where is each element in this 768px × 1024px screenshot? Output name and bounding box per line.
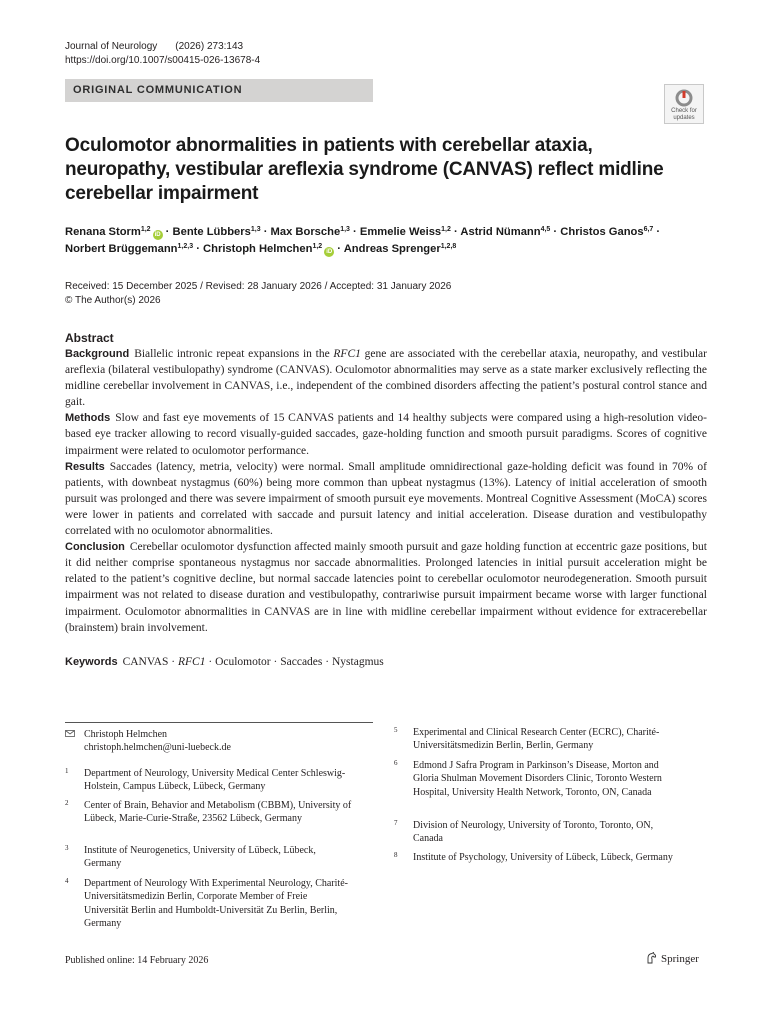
volume-citation: (2026) 273:143 [175,41,244,52]
affiliation-text: Edmond J Safra Program in Parkinson’s Disease, Morton and Gloria Shulman Movement Disorders Clinic, Toronto Western Hospital, University Health Network, Toronto, ON, Canada [413,760,662,798]
affiliation-number: 8 [394,851,398,859]
keyword: CANVAS [122,656,169,668]
affiliation-number: 4 [65,877,69,885]
abstract-results [65,459,707,539]
gene-name: RFC1 [333,348,361,360]
author-list: Renana Storm$^{1,2}$iD · Bente Lübbers$^{1,3}$ · Max Borsche$^{1,3}$ · Emmelie Weiss$^{1,2}$ · Astrid Nümann$^{4,5}$ · Christos Ganos$^{6,7}$ · Norbert Brüggemann$^{1,2,3}$ · Christoph Helmchen$^{1,2}$iD · Andreas Sprenger$^{1,2,8}$ [65,226,661,255]
affiliation-number: 6 [394,759,398,767]
author-affiliation-ref: 1,2,8 [440,243,457,250]
keyword: Nystagmus [331,656,384,668]
doi-link[interactable]: https://doi.org/10.1007/s00415-026-13678-4 [65,55,261,66]
affiliation-text: Department of Neurology, University Medical Center Schleswig-Holstein, Campus Lübeck, Lübeck, Germany [84,768,346,793]
check-for-updates-badge[interactable] [664,84,704,124]
publisher-name: Springer [661,953,699,965]
journal-name: Journal of Neurology [65,41,158,52]
article-type-bar [65,79,373,102]
corresponding-author [65,728,365,756]
author-name: Norbert Brüggemann [65,243,178,255]
affiliation-number: 5 [394,726,398,734]
orcid-icon[interactable]: iD [154,232,161,238]
keyword: Saccades [280,656,323,668]
envelope-icon [65,730,75,737]
article-title: Oculomotor abnormalities in patients with cerebellar ataxia, neuropathy, vestibular areflexia syndrome (CANVAS) reflect midline cerebellar impairment [65,135,664,204]
abstract-background [65,346,707,410]
article-type: ORIGINAL COMMUNICATION [73,84,243,96]
keywords: Keywords CANVAS · RFC1 · Oculomotor · Saccades · Nystagmus [65,656,384,668]
orcid-icon[interactable]: iD [326,249,333,255]
affiliation-number: 7 [394,819,398,827]
background-label: Background [65,348,130,360]
author-affiliation-ref: 1,3 [340,226,350,233]
author-name: Bente Lübbers [172,226,251,238]
author-affiliation-ref: 1,2 [312,243,323,250]
springer-horse-icon [646,952,657,964]
keyword: Oculomotor [215,656,271,668]
affiliation-text: Experimental and Clinical Research Center (ECRC), Charité-Universitätsmedizin Berlin, Berlin, Germany [413,727,660,752]
check-updates-icon [674,88,694,108]
conclusion-text: Cerebellar oculomotor dysfunction affected mainly smooth pursuit and gaze holding function at eccentric gaze positions, but it did neither comprise spontaneous nystagmus nor saccade abnormalities. Prolonged latencies in initial pursuit acceleration might be related to the patient’s cognitive decline, but normal saccade latencies point to cerebellar oculomotor neurodegeneration. Smooth pursuit impairment was not related to disease duration and vestibulopathy, contrariwise pursuit impairment became worse with larger functional impairment. Oculomotor abnormalities in CANVAS are in line with midline cerebellar impairment without evidence for extracerebellar (brainstem) brain involvement. [65,541,707,634]
author-affiliation-ref: 6,7 [643,226,654,233]
abstract-conclusion [65,539,707,636]
contact-email[interactable]: christoph.helmchen@uni-luebeck.de [84,742,231,754]
author-name: Christoph Helmchen [203,243,313,255]
keyword: RFC1 [177,656,206,668]
methods-text: Slow and fast eye movements of 15 CANVAS patients and 14 healthy subjects were compared using a high-resolution video-based eye tracker allowing to record visually-guided saccades, gaze-holding function and smooth pursuit paradigms. Scores of cognitive impairment were related to oculomotor performance. [65,412,707,457]
affiliation-text: Institute of Psychology, University of Lübeck, Lübeck, Germany [413,852,673,863]
author-affiliation-ref: 4,5 [540,226,551,233]
results-text: Saccades (latency, metria, velocity) were normal. Small amplitude omnidirectional gaze-holding deficit was found in 70% of patients, with downbeat nystagmus (60%) being more common than upbeat nystagmus (13%). Latency of initial acceleration of smooth pursuit was prolonged and there was severe impairment of smooth pursuit eye movements. Montreal Cognitive Assessment (MoCA) scores were lower in patients and correlated with saccade and pursuit latency and initial acceleration. Disease duration and vestibulopathy correlated with no oculomotor abnormalities. [65,460,707,538]
published-online: Published online: 14 February 2026 [65,955,209,966]
keywords-label: Keywords [65,656,118,668]
author-name: Christos Ganos [560,226,644,238]
author-name: Andreas Sprenger [343,243,441,255]
abstract-body [65,346,707,636]
affiliation-number: 1 [65,767,69,775]
author-affiliation-ref: 1,2 [140,226,151,233]
check-updates-line2: updates [673,114,695,121]
results-label: Results [65,460,105,473]
footnote-divider [65,722,373,723]
check-updates-line1: Check for [671,108,697,114]
copyright: © The Author(s) 2026 [65,295,161,306]
author-name: Max Borsche [270,226,341,238]
affiliation-text: Division of Neurology, University of Toronto, Toronto, ON, Canada [413,820,654,845]
journal-citation [65,40,243,54]
background-text: Biallelic intronic repeat expansions in the [134,348,334,360]
abstract-methods [65,410,707,458]
affiliation-number: 2 [65,799,69,807]
affiliation-text: Institute of Neurogenetics, University of Lübeck, Lübeck, Germany [84,845,316,870]
publisher-logo [646,952,699,966]
author-affiliation-ref: 1,3 [250,226,261,233]
author-affiliation-ref: 1,2,3 [177,243,194,250]
affiliation-text: Department of Neurology With Experimental Neurology, Charité-Universitätsmedizin Berlin, Corporate Member of Freie Universität Berlin and Humboldt-Universität Zu Berlin, Berlin, Germany [84,878,348,929]
background-text-cont: gene are associated with the cerebellar ataxia, neuropathy, and vestibular areflexia (bilateral vestibulopathy) syndrome (CANVAS). Oculomotor abnormalities may serve as a state marker exclusively reflecting the midline cerebellar involvement in CANVAS, i.e., independent of the combined disorders affecting the patient’s postural control stance and gait. [65,348,707,409]
author-name: Emmelie Weiss [359,226,442,238]
conclusion-label: Conclusion [65,541,125,554]
author-name: Renana Storm [65,226,141,238]
author-affiliation-ref: 1,2 [441,226,451,233]
abstract-heading: Abstract [65,331,114,345]
affiliation-text: Center of Brain, Behavior and Metabolism (CBBM), University of Lübeck, Marie-Curie-Straße, 23562 Lübeck, Germany [84,800,352,825]
author-name: Astrid Nümann [460,226,541,238]
contact-name: Christoph Helmchen [84,729,168,740]
affiliation-number: 3 [65,844,69,852]
methods-label: Methods [65,412,111,425]
article-dates: Received: 15 December 2025 / Revised: 28 January 2026 / Accepted: 31 January 2026 [65,281,452,292]
